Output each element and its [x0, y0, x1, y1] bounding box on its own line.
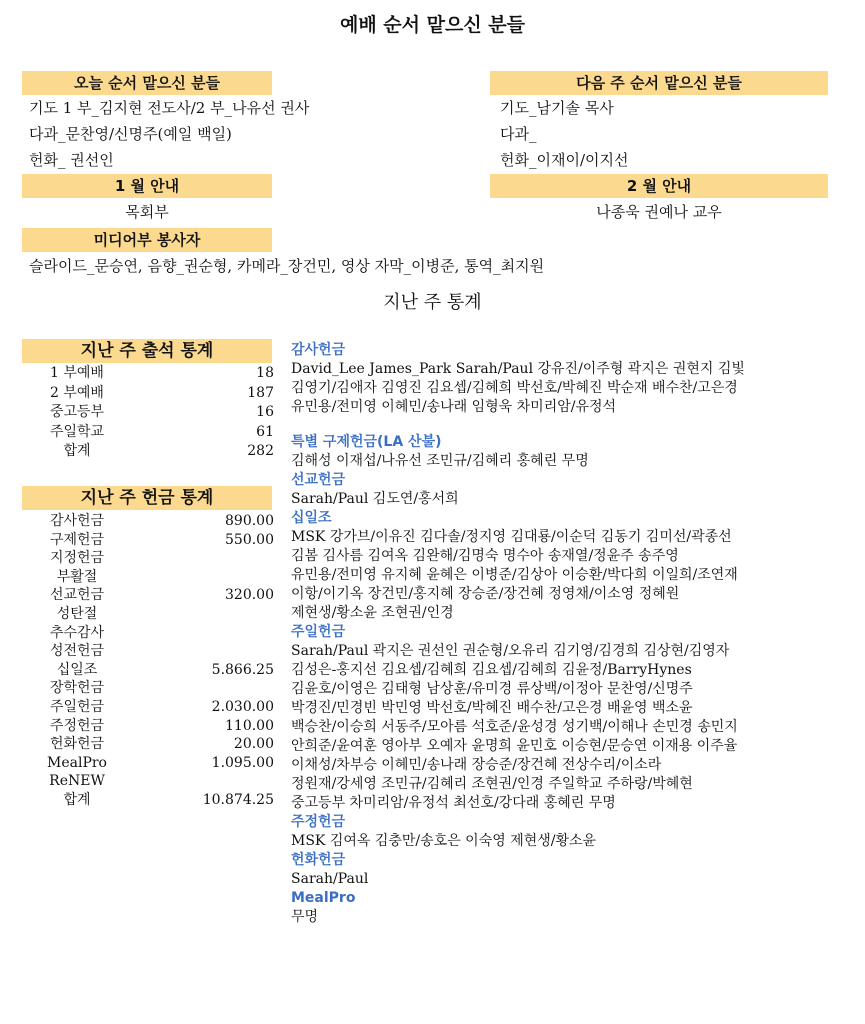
- stat-value: 550.00: [225, 531, 274, 548]
- offering-category: 십일조: [291, 510, 332, 526]
- donor-line: 백승찬/이승희 서동주/모아름 석호준/윤성경 성기백/이해나 손민경 송민지: [291, 719, 738, 735]
- stat-label: 합계: [63, 792, 91, 808]
- offering-category: MealPro: [291, 890, 356, 906]
- february-text: 나종욱 권예나 교우: [596, 203, 722, 221]
- stat-label: 주일학교: [49, 423, 105, 440]
- stat-row: [22, 384, 274, 403]
- next-week-line: 헌화_이재이/이지선: [500, 151, 629, 169]
- stat-row: [22, 698, 274, 717]
- stat-label: 성전헌금: [49, 643, 105, 660]
- donor-line: MSK 김여옥 김충만/송호은 이숙영 제현생/황소윤: [291, 833, 597, 849]
- donor-line: 김성은-홍지선 김요셉/김혜희 김요셉/김혜희 김윤정/BarryHynes: [291, 662, 692, 678]
- stat-row: [22, 791, 274, 810]
- offering-category: 주정헌금: [291, 814, 346, 830]
- donor-line: 중고등부 차미리암/유정석 최선호/강다래 홍혜린 무명: [291, 795, 616, 811]
- donor-line: 정원재/강세영 조민규/김혜리 조현권/인경 주일학교 주하랑/박혜현: [291, 776, 693, 792]
- stat-label: MealPro: [47, 754, 107, 771]
- january-header: 1 월 안내: [22, 174, 272, 198]
- stat-label: 합계: [63, 443, 91, 459]
- donor-line: 김봄 김사름 김여옥 김완해/김명숙 명수아 송재열/정윤주 송주영: [291, 548, 679, 564]
- stat-row: [22, 512, 274, 531]
- stat-row: [22, 531, 274, 550]
- offering-category: 특별 구제헌금(LA 산불): [291, 434, 442, 450]
- stat-value: 61: [256, 423, 274, 440]
- stat-label: 십일조: [56, 661, 98, 678]
- page-title: 예배 순서 맡으신 분들: [339, 14, 526, 36]
- media-header: 미디어부 봉사자: [22, 228, 272, 252]
- donor-line: 무명: [291, 909, 319, 925]
- stat-label: 주정헌금: [49, 717, 105, 734]
- next-week-header: 다음 주 순서 맡으신 분들: [490, 71, 828, 95]
- next-week-line: 기도_남기솔 목사: [500, 99, 614, 117]
- offering-category: 주일헌금: [291, 624, 346, 640]
- donor-line: David_Lee James_Park Sarah/Paul 강유진/이주형 곽지은 권현지 김빛: [291, 361, 745, 377]
- stat-label: 1 부예배: [50, 365, 104, 381]
- stat-value: 1.095.00: [211, 754, 274, 771]
- stat-value: 282: [247, 443, 274, 459]
- stat-label: 성탄절: [56, 606, 98, 622]
- stat-label: 2 부예배: [50, 384, 104, 401]
- donor-line: 박경진/민경빈 박민영 박선호/박혜진 배수찬/고은경 배윤영 백소윤: [291, 700, 693, 716]
- today-line: 헌화_ 권선인: [29, 151, 114, 169]
- stat-value: 110.00: [225, 717, 274, 734]
- stat-row: [22, 549, 274, 568]
- stat-label: 선교헌금: [49, 587, 105, 604]
- stat-row: [22, 403, 274, 422]
- attendance-header: 지난 주 출석 통계: [22, 339, 272, 363]
- donor-line: 김윤호/이영은 김태형 남상훈/유미경 류상백/이정아 문찬영/신명주: [291, 681, 693, 697]
- stat-label: 장학헌금: [49, 680, 105, 697]
- donor-list: [291, 341, 861, 927]
- stat-value: 2.030.00: [211, 699, 274, 715]
- stat-value: 20.00: [233, 736, 274, 753]
- stat-value: 187: [247, 384, 274, 401]
- media-text: 슬라이드_문승연, 음향_권순형, 카메라_장건민, 영상 자막_이병준, 통역_최지원: [29, 257, 545, 275]
- stat-value: 16: [256, 404, 274, 420]
- stat-label: 주일헌금: [49, 699, 105, 715]
- donor-line: 유민용/전미영 유지혜 윤혜은 이병준/김상아 이승환/박다희 이일희/조연재: [291, 567, 738, 583]
- stat-row: [22, 586, 274, 605]
- today-header: 오늘 순서 맡으신 분들: [22, 71, 272, 95]
- stat-row: [22, 605, 274, 624]
- donor-line: 안희준/윤여훈 영아부 오예자 윤명희 윤민호 이승현/문승연 이재용 이주율: [291, 738, 738, 754]
- stat-row: [22, 568, 274, 587]
- stat-row: [22, 661, 274, 680]
- stat-value: 890.00: [225, 513, 274, 529]
- donor-line: 김해성 이재섭/나유선 조민규/김혜리 홍혜린 무명: [291, 453, 589, 469]
- stat-label: ReNEW: [49, 773, 105, 790]
- next-week-line: 다과_: [500, 125, 537, 143]
- stat-label: 부활절: [56, 568, 98, 585]
- donor-line: 이채성/차부승 이혜민/송나래 장승준/장건혜 전상수리/이소라: [291, 757, 662, 773]
- stat-row: [22, 624, 274, 643]
- stat-row: [22, 364, 274, 383]
- offering-header: 지난 주 헌금 통계: [22, 486, 272, 510]
- stat-label: 중고등부: [49, 404, 105, 420]
- stat-row: [22, 772, 274, 791]
- donor-line: 김영기/김애자 김영진 김요셉/김혜희 박선호/박혜진 박순재 배수찬/고은경: [291, 380, 738, 396]
- stats-title: 지난 주 통계: [383, 292, 482, 313]
- stat-label: 감사헌금: [49, 513, 105, 529]
- stat-row: [22, 442, 274, 461]
- stat-row: [22, 679, 274, 698]
- donor-line: Sarah/Paul 곽지은 권선인 권순형/오유리 김기영/김경희 김상현/김영자: [291, 643, 730, 659]
- stat-value: 10.874.25: [202, 792, 274, 808]
- stat-row: [22, 642, 274, 661]
- stat-label: 구제헌금: [49, 531, 105, 548]
- donor-line: Sarah/Paul: [291, 871, 369, 887]
- stat-value: 5.866.25: [211, 661, 274, 678]
- donor-line: MSK 강가브/이유진 김다솔/정지영 김대룡/이순덕 김동기 김미선/곽종선: [291, 529, 732, 545]
- stat-value: 320.00: [225, 587, 274, 604]
- offering-category: 감사헌금: [291, 342, 346, 358]
- stat-label: 추수감사: [49, 624, 105, 641]
- stat-row: [22, 754, 274, 773]
- stat-value: 18: [256, 365, 274, 381]
- donor-line: 유민용/전미영 이혜민/송나래 임형욱 차미리암/유정석: [291, 399, 617, 415]
- donor-line: 제현생/황소윤 조현권/인경: [291, 605, 454, 621]
- stat-label: 지정헌금: [49, 550, 105, 567]
- today-line: 기도 1 부_김지현 전도사/2 부_나유선 권사: [29, 99, 310, 117]
- stat-label: 헌화헌금: [49, 736, 105, 753]
- january-text: 목회부: [125, 203, 169, 221]
- february-header: 2 월 안내: [490, 174, 828, 198]
- donor-line: 이항/이기옥 장건민/홍지혜 장승준/장건혜 정영채/이소영 정혜원: [291, 586, 680, 602]
- stat-row: [22, 423, 274, 442]
- offering-category: 선교헌금: [291, 472, 346, 488]
- stat-row: [22, 717, 274, 736]
- donor-line: Sarah/Paul 김도연/홍서희: [291, 491, 459, 507]
- today-line: 다과_문찬영/신명주(예일 백일): [29, 125, 232, 143]
- stat-row: [22, 735, 274, 754]
- offering-category: 헌화헌금: [291, 852, 346, 868]
